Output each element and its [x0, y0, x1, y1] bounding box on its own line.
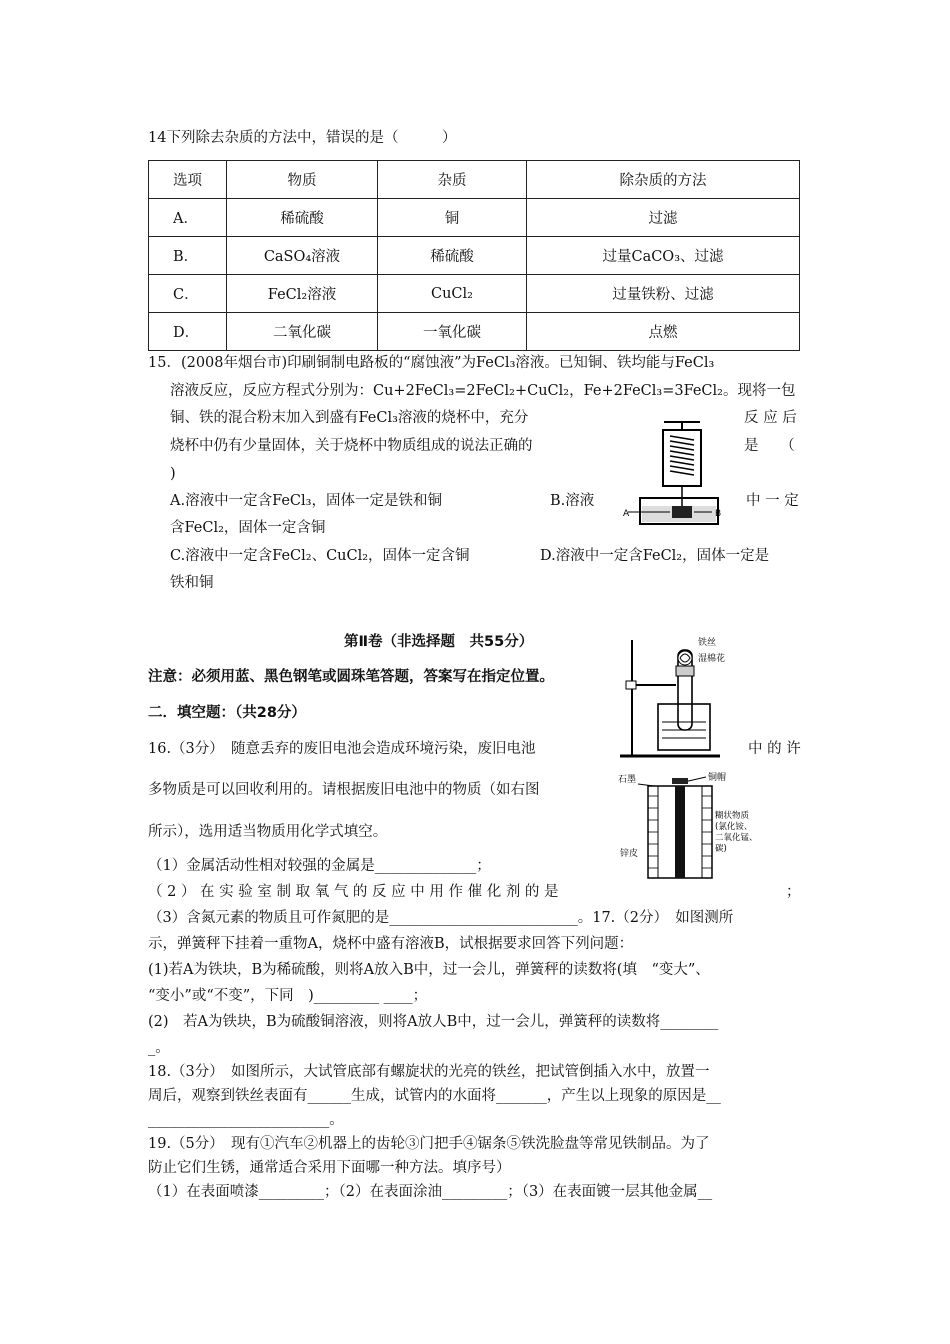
q15-line2: 溶液反应，反应方程式分别为：Cu+2FeCl₃=2FeCl₂+CuCl₂，Fe+2FeCl₃=3FeCl₂。现将一包: [170, 383, 796, 399]
section-note: 注意：必须用蓝、黑色钢笔或圆珠笔答题，答案写在指定位置。: [148, 669, 554, 685]
q15-option-b-start: B.溶液: [550, 493, 595, 509]
section-title: 第Ⅱ卷（非选择题 共55分）: [344, 634, 534, 650]
battery-figure: [618, 768, 758, 880]
q17-line1: 示，弹簧秤下挂着一重物A，烧杯中盛有溶液B，试根据要求回答下列问题：: [148, 936, 634, 952]
q16-sub2: （ 2 ） 在 实 验 室 制 取 氧 气 的 反 应 中 用 作 催 化 剂 的 是: [148, 884, 559, 900]
table-row: [149, 313, 800, 351]
label-paste-4: 碳): [715, 844, 727, 854]
q18-line1: 18.（3分） 如图所示，大试管底部有螺旋状的光亮的铁丝，把试管倒插入水中，放置一: [148, 1064, 710, 1080]
cell: 过量铁粉、过滤: [527, 275, 800, 313]
label-paste-3: 二氧化锰、: [715, 833, 758, 843]
label-paste-1: 糊状物质: [715, 811, 750, 821]
label-zinc-1: 锌皮: [620, 849, 639, 859]
table-header-row: [149, 161, 800, 199]
label-paste-2: (氯化铵、: [715, 822, 753, 832]
cell: 稀硫酸: [378, 237, 527, 275]
q16-line1-end: 中 的 许: [748, 741, 801, 757]
q16-line3: 所示），选用适当物质用化学式填空。: [148, 824, 388, 840]
label-a: A: [623, 509, 630, 519]
q15-line5: ): [170, 466, 176, 482]
q16-line1: 16.（3分） 随意丢弃的废旧电池会造成环境污染，废旧电池: [148, 741, 536, 757]
label-wet-cotton: 湿棉花: [698, 654, 726, 664]
cell: A．: [149, 199, 227, 237]
q17-line2: (1)若A为铁块，B为稀硫酸，则将A放入B中，过一会儿，弹簧秤的读数将(填 “变大”、: [148, 962, 710, 978]
cell: 二氧化碳: [227, 313, 378, 351]
cell: CaSO₄溶液: [227, 237, 378, 275]
cell: 过量CaCO₃、过滤: [527, 237, 800, 275]
q15-line3a: 铜、铁的混合粉末加入到盛有FeCl₃溶液的烧杯中，充分: [170, 410, 529, 426]
q19-line2: 防止它们生锈，通常适合采用下面哪一种方法。填序号）: [148, 1160, 511, 1176]
q17-line5: _。: [148, 1040, 170, 1056]
cell: 铜: [378, 199, 527, 237]
q16-sub3: （3）含氮元素的物质且可作氮肥的是__________________________。17.（2分） 如图测所: [148, 910, 734, 926]
label-copper-cap: 铜帽: [708, 773, 727, 783]
cell: D．: [149, 313, 227, 351]
cell: FeCl₂溶液: [227, 275, 378, 313]
q17-line4: (2) 若A为铁块，B为硫酸铜溶液，则将A放人B中，过一会儿，弹簧秤的读数将________: [148, 1014, 719, 1030]
label-iron-wire: 铁丝: [698, 638, 717, 648]
q15-option-d: D.溶液中一定含FeCl₂，固体一定是: [540, 548, 770, 564]
label-b: B: [715, 509, 722, 519]
header-method: 除杂质的方法: [527, 161, 800, 199]
q16-line2: 多物质是可以回收利用的。请根据废旧电池中的物质（如右图: [148, 782, 540, 798]
part-heading: 二．填空题：（共28分）: [148, 705, 306, 721]
iron-wire-tube-figure: [618, 630, 738, 760]
q18-line3: _________________________。: [148, 1112, 344, 1128]
q18-line2: 周后，观察到铁丝表面有______生成，试管内的水面将_______，产生以上现象的原因是__: [148, 1088, 721, 1104]
q15-option-b-end: 含FeCl₂，固体一定含铜: [170, 520, 326, 536]
table-row: [149, 199, 800, 237]
q17-line3: “变小”或“不变”，下同 )_________ ____；: [148, 988, 428, 1004]
q16-sub1: （1）金属活动性相对较强的金属是______________；: [148, 858, 491, 874]
q16-sub2-end: ；: [786, 884, 801, 900]
cell: CuCl₂: [378, 275, 527, 313]
q14-table: [148, 160, 800, 351]
header-impurity: 杂质: [378, 161, 527, 199]
q14-stem: 14下列除去杂质的方法中，错误的是（ ）: [148, 130, 457, 146]
q19-line3: （1）在表面喷漆_________；（2）在表面涂油_________；（3）在表面镀一层其他金属__: [148, 1184, 713, 1200]
cell: 稀硫酸: [227, 199, 378, 237]
label-graphite: 石墨: [618, 775, 637, 785]
header-substance: 物质: [227, 161, 378, 199]
header-option: 选项: [149, 161, 227, 199]
q15-line4b: 是 （: [744, 438, 795, 454]
spring-scale-figure: [620, 420, 730, 530]
cell: 点燃: [527, 313, 800, 351]
q15-line4a: 烧杯中仍有少量固体，关于烧杯中物质组成的说法正确的: [170, 438, 533, 454]
q19-line1: 19.（5分） 现有①汽车②机器上的齿轮③门把手④锯条⑤铁洗脸盘等常见铁制品。为了: [148, 1136, 710, 1152]
q15-option-c: C.溶液中一定含FeCl₂、CuCl₂，固体一定含铜: [170, 548, 470, 564]
q15-option-b-mid: 中 一 定: [746, 493, 799, 509]
q15-option-a: A.溶液中一定含FeCl₃，固体一定是铁和铜: [170, 493, 442, 509]
cell: C．: [149, 275, 227, 313]
q15-line1: 15．(2008年烟台市)印刷铜制电路板的“腐蚀液”为FeCl₃溶液。已知铜、铁均能与FeCl₃: [148, 355, 715, 371]
cell: 过滤: [527, 199, 800, 237]
q15-option-d-end: 铁和铜: [170, 575, 214, 591]
cell: 一氧化碳: [378, 313, 527, 351]
table-row: [149, 237, 800, 275]
table-row: [149, 275, 800, 313]
q15-line3b: 反 应 后: [744, 410, 797, 426]
cell: B．: [149, 237, 227, 275]
